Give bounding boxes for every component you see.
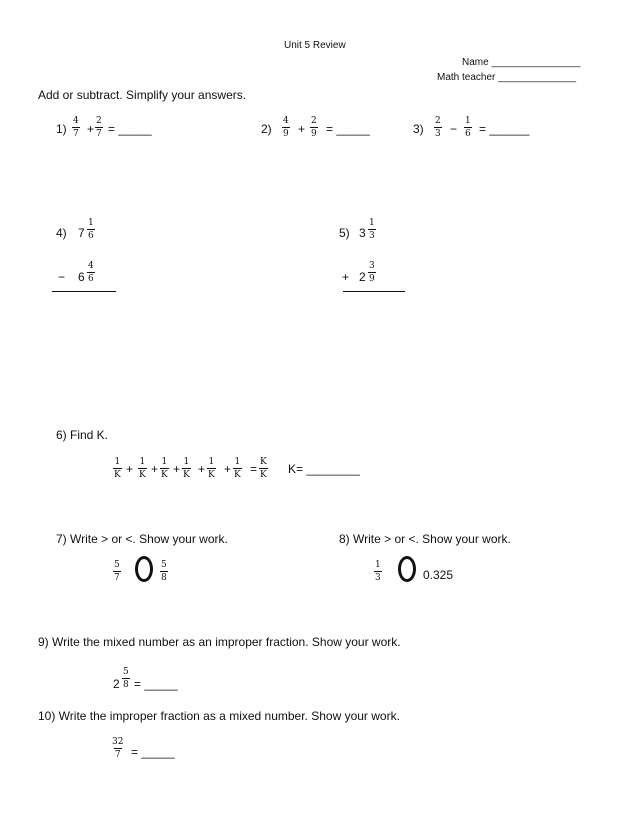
problem9-prompt: 9) Write the mixed number as an improper fraction. Show your work. xyxy=(38,635,401,649)
problem3-operator: − xyxy=(450,122,458,136)
problem1-answer-blank: = _____ xyxy=(108,122,152,136)
problem8-decimal-value: 0.325 xyxy=(423,568,454,582)
problem4-answer-line xyxy=(52,291,116,292)
problem5-bottom-fraction: $\frac{3}{9}$ xyxy=(369,261,375,284)
problem10-prompt: 10) Write the improper fraction as a mixed number. Show your work. xyxy=(38,709,400,723)
problem5-answer-line xyxy=(343,291,405,292)
problem8-fraction-a: $\frac{1}{3}$ xyxy=(375,560,381,583)
problem6-plus-2: + xyxy=(151,462,159,476)
problem1-label: 1) xyxy=(56,122,67,136)
problem3-fraction-b: $\frac{1}{6}$ xyxy=(465,116,471,139)
problem4-bottom-whole: 6 xyxy=(78,270,85,284)
problem9-answer-blank: = _____ xyxy=(134,677,178,691)
problem8-comparison-circle xyxy=(398,556,416,582)
problem2-label: 2) xyxy=(261,122,272,136)
page-title: Unit 5 Review xyxy=(284,40,346,51)
problem6-plus-5: + xyxy=(224,462,232,476)
problem6-plus-4: + xyxy=(198,462,206,476)
problem6-prompt: 6) Find K. xyxy=(56,428,109,442)
problem1-operator: + xyxy=(87,122,95,136)
problem7-fraction-b: $\frac{5}{8}$ xyxy=(161,560,167,583)
problem1-fraction-b: $\frac{2}{7}$ xyxy=(96,116,102,139)
problem9-fraction: $\frac{5}{8}$ xyxy=(123,667,129,690)
problem10-answer-blank: = _____ xyxy=(131,745,175,759)
problem6-term-5: $\frac{1}{K}$ xyxy=(208,457,215,480)
problem5-label: 5) xyxy=(339,226,350,240)
problem8-prompt: 8) Write > or <. Show your work. xyxy=(339,532,511,546)
problem4-bottom-fraction: $\frac{4}{6}$ xyxy=(88,261,94,284)
problem5-bottom-whole: 2 xyxy=(359,270,366,284)
problem6-term-1: $\frac{1}{K}$ xyxy=(114,457,121,480)
problem5-top-fraction: $\frac{1}{3}$ xyxy=(369,218,375,241)
problem2-answer-blank: = _____ xyxy=(326,122,370,136)
section1-instruction: Add or subtract. Simplify your answers. xyxy=(38,88,247,102)
problem6-result-fraction: $\frac{K}{K}$ xyxy=(260,457,267,480)
problem10-fraction: $\frac{32}{7}$ xyxy=(112,737,124,760)
problem6-term-4: $\frac{1}{K}$ xyxy=(183,457,190,480)
problem9-whole: 2 xyxy=(113,677,120,691)
problem7-fraction-a: $\frac{5}{7}$ xyxy=(114,560,120,583)
problem6-plus-3: + xyxy=(173,462,181,476)
problem2-fraction-b: $\frac{2}{9}$ xyxy=(311,116,317,139)
problem6-plus-1: + xyxy=(126,462,134,476)
problem5-operator: + xyxy=(342,270,350,284)
problem2-fraction-a: $\frac{4}{9}$ xyxy=(283,116,289,139)
problem6-term-6: $\frac{1}{K}$ xyxy=(234,457,241,480)
name-field-label: Name ________________ xyxy=(462,57,581,68)
problem1-fraction-a: $\frac{4}{7}$ xyxy=(73,116,79,139)
problem3-answer-blank: = ______ xyxy=(479,122,530,136)
problem6-answer-blank: K= ________ xyxy=(288,462,360,476)
problem7-comparison-circle xyxy=(135,556,153,582)
problem4-top-fraction: $\frac{1}{6}$ xyxy=(88,218,94,241)
problem3-label: 3) xyxy=(413,122,424,136)
problem4-operator: − xyxy=(58,270,66,284)
problem6-term-3: $\frac{1}{K}$ xyxy=(161,457,168,480)
problem4-top-whole: 7 xyxy=(78,226,85,240)
problem2-operator: + xyxy=(298,122,306,136)
problem4-label: 4) xyxy=(56,226,67,240)
problem6-term-2: $\frac{1}{K}$ xyxy=(139,457,146,480)
math-teacher-field-label: Math teacher ______________ xyxy=(437,72,577,83)
problem6-equals: = xyxy=(250,462,258,476)
problem3-fraction-a: $\frac{2}{3}$ xyxy=(435,116,441,139)
problem5-top-whole: 3 xyxy=(359,226,366,240)
problem7-prompt: 7) Write > or <. Show your work. xyxy=(56,532,228,546)
